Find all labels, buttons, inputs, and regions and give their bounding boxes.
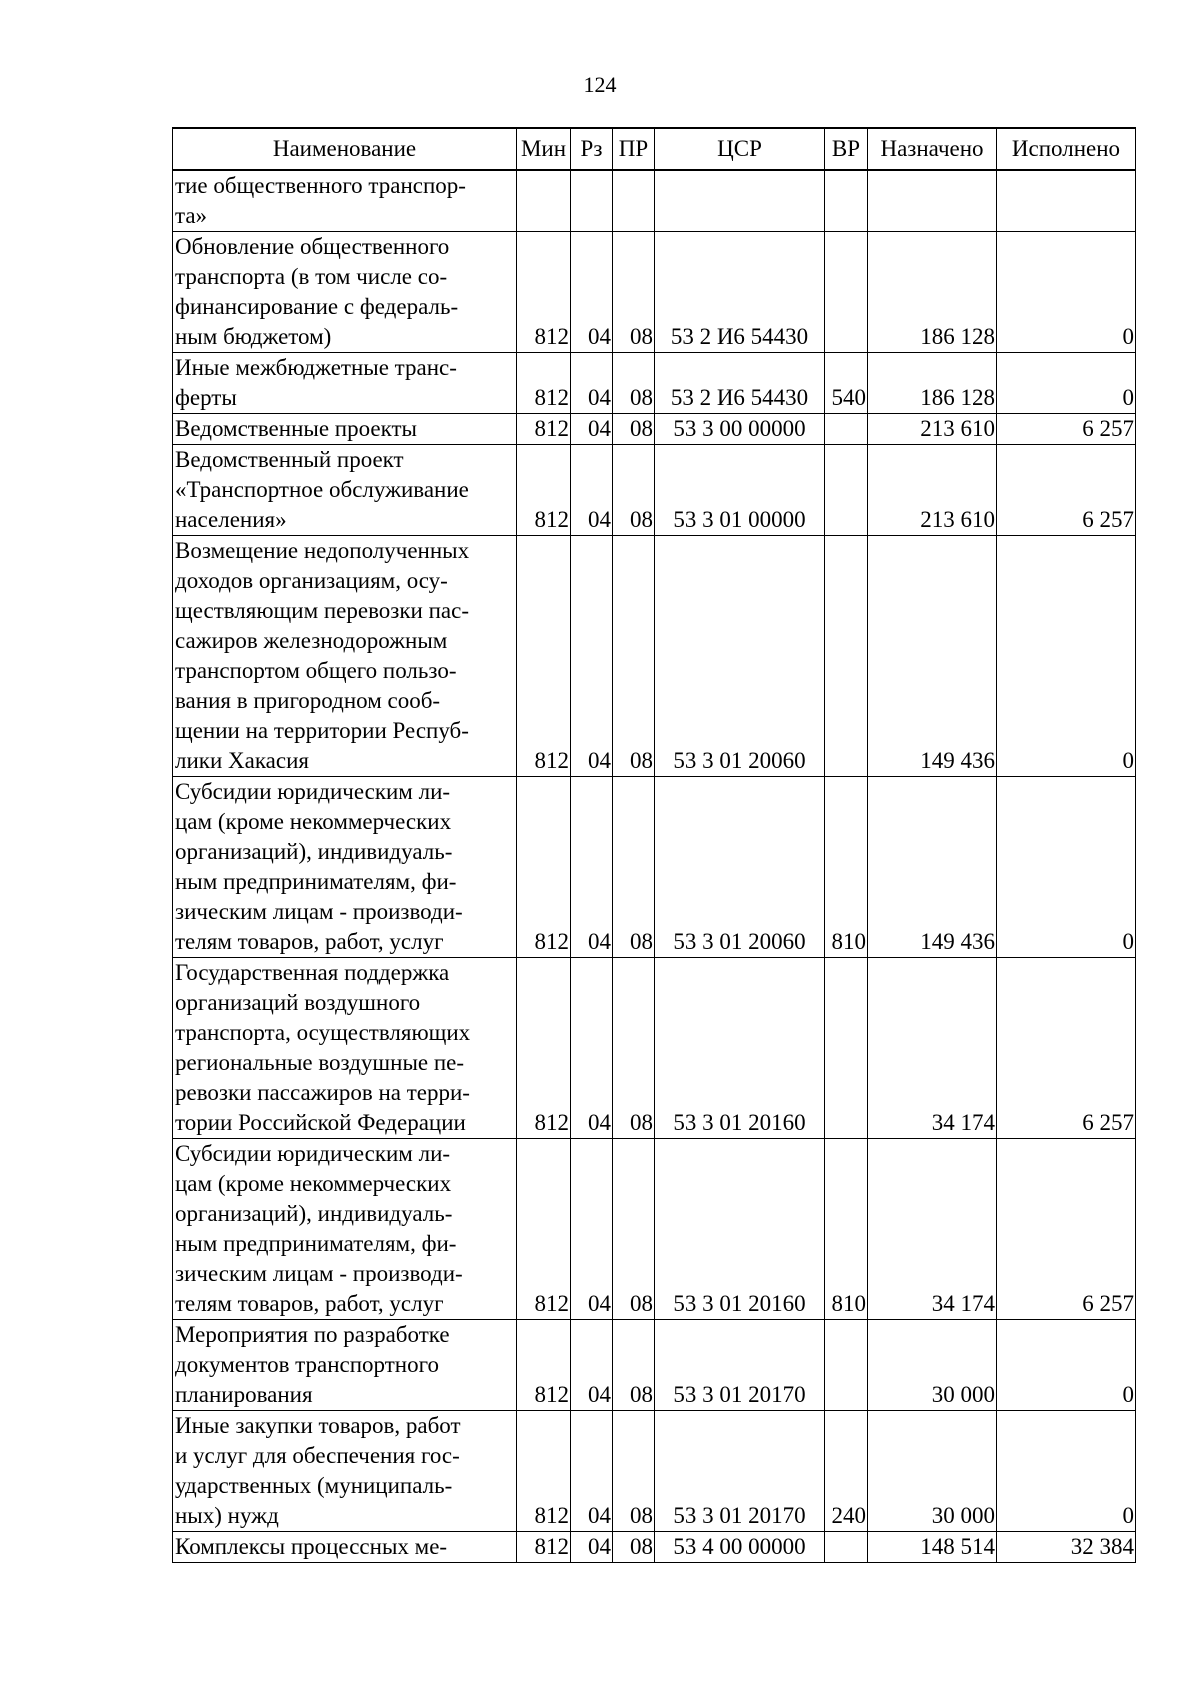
cell-name: Ведомственный проект «Транспортное обслуживание населения» <box>173 445 517 536</box>
cell-pr: 08 <box>613 536 655 777</box>
cell-name: Государственная поддержка организаций воздушного транспорта, осуществляющих региональные воздушные пе- ревозки пассажиров на терри- тории Российской Федерации <box>173 958 517 1139</box>
table-row <box>173 777 1136 958</box>
cell-executed: 0 <box>997 536 1136 777</box>
table-row <box>173 170 1136 232</box>
cell-csr: 53 4 00 00000 <box>655 1532 825 1563</box>
cell-pr: 08 <box>613 1532 655 1563</box>
cell-executed: 6 257 <box>997 414 1136 445</box>
cell-rz: 04 <box>571 1532 613 1563</box>
table-row <box>173 445 1136 536</box>
cell-rz <box>571 170 613 232</box>
cell-csr: 53 3 01 20170 <box>655 1320 825 1411</box>
cell-min: 812 <box>517 958 571 1139</box>
cell-csr: 53 3 01 20160 <box>655 1139 825 1320</box>
cell-executed: 6 257 <box>997 958 1136 1139</box>
cell-assigned: 149 436 <box>868 536 997 777</box>
cell-pr: 08 <box>613 1139 655 1320</box>
cell-rz: 04 <box>571 445 613 536</box>
cell-name: Мероприятия по разработке документов транспортного планирования <box>173 1320 517 1411</box>
cell-csr <box>655 170 825 232</box>
table-row <box>173 1320 1136 1411</box>
cell-vr <box>825 414 868 445</box>
table-row <box>173 1139 1136 1320</box>
table-row <box>173 232 1136 353</box>
cell-min: 812 <box>517 1139 571 1320</box>
cell-rz: 04 <box>571 1139 613 1320</box>
cell-rz: 04 <box>571 1411 613 1532</box>
cell-rz: 04 <box>571 353 613 414</box>
cell-assigned: 213 610 <box>868 445 997 536</box>
cell-pr: 08 <box>613 1320 655 1411</box>
cell-name: тие общественного транспор- та» <box>173 170 517 232</box>
cell-executed: 0 <box>997 232 1136 353</box>
cell-vr <box>825 170 868 232</box>
cell-assigned: 148 514 <box>868 1532 997 1563</box>
cell-name: Обновление общественного транспорта (в том числе со- финансирование с федераль- ным бюджетом) <box>173 232 517 353</box>
cell-csr: 53 3 01 20160 <box>655 958 825 1139</box>
cell-csr: 53 2 И6 54430 <box>655 232 825 353</box>
cell-vr: 540 <box>825 353 868 414</box>
cell-name: Комплексы процессных ме- <box>173 1532 517 1563</box>
cell-executed: 0 <box>997 1411 1136 1532</box>
cell-min: 812 <box>517 1320 571 1411</box>
table-row <box>173 353 1136 414</box>
cell-executed: 6 257 <box>997 1139 1136 1320</box>
cell-pr: 08 <box>613 414 655 445</box>
cell-rz: 04 <box>571 777 613 958</box>
cell-pr: 08 <box>613 232 655 353</box>
cell-vr: 810 <box>825 777 868 958</box>
cell-assigned: 30 000 <box>868 1320 997 1411</box>
cell-assigned: 149 436 <box>868 777 997 958</box>
cell-pr: 08 <box>613 958 655 1139</box>
header-min: Мин <box>517 128 571 170</box>
cell-assigned: 213 610 <box>868 414 997 445</box>
cell-name: Возмещение недополученных доходов организациям, осу- ществляющим перевозки пас- сажиров железнодорожным транспортом общего пользо- вания в пригородном сооб- щении на территории Респуб- лики Хакасия <box>173 536 517 777</box>
cell-min: 812 <box>517 232 571 353</box>
cell-executed <box>997 170 1136 232</box>
cell-rz: 04 <box>571 1320 613 1411</box>
cell-name: Субсидии юридическим ли- цам (кроме некоммерческих организаций), индивидуаль- ным предпринимателям, фи- зическим лицам - производи- телям товаров, работ, услуг <box>173 777 517 958</box>
cell-name: Иные межбюджетные транс- ферты <box>173 353 517 414</box>
header-executed: Исполнено <box>997 128 1136 170</box>
cell-min: 812 <box>517 414 571 445</box>
cell-assigned <box>868 170 997 232</box>
cell-name: Иные закупки товаров, работ и услуг для обеспечения гос- ударственных (муниципаль- ных) нужд <box>173 1411 517 1532</box>
cell-rz: 04 <box>571 232 613 353</box>
cell-executed: 0 <box>997 353 1136 414</box>
cell-min: 812 <box>517 1411 571 1532</box>
cell-rz: 04 <box>571 414 613 445</box>
cell-vr <box>825 958 868 1139</box>
cell-vr <box>825 445 868 536</box>
cell-min: 812 <box>517 1532 571 1563</box>
cell-executed: 6 257 <box>997 445 1136 536</box>
cell-vr: 240 <box>825 1411 868 1532</box>
cell-name: Субсидии юридическим ли- цам (кроме некоммерческих организаций), индивидуаль- ным предпринимателям, фи- зическим лицам - производи- телям товаров, работ, услуг <box>173 1139 517 1320</box>
table-body <box>173 170 1136 1563</box>
cell-vr <box>825 1532 868 1563</box>
cell-assigned: 34 174 <box>868 1139 997 1320</box>
cell-vr <box>825 536 868 777</box>
cell-min: 812 <box>517 536 571 777</box>
header-name: Наименование <box>173 128 517 170</box>
header-csr: ЦСР <box>655 128 825 170</box>
table-row <box>173 1411 1136 1532</box>
cell-csr: 53 2 И6 54430 <box>655 353 825 414</box>
cell-rz: 04 <box>571 958 613 1139</box>
cell-vr: 810 <box>825 1139 868 1320</box>
header-assigned: Назначено <box>868 128 997 170</box>
table-row <box>173 536 1136 777</box>
page-number: 124 <box>583 72 617 97</box>
header-vr: ВР <box>825 128 868 170</box>
table-row <box>173 958 1136 1139</box>
cell-executed: 32 384 <box>997 1532 1136 1563</box>
cell-assigned: 30 000 <box>868 1411 997 1532</box>
cell-min: 812 <box>517 445 571 536</box>
cell-executed: 0 <box>997 1320 1136 1411</box>
cell-csr: 53 3 00 00000 <box>655 414 825 445</box>
cell-pr: 08 <box>613 353 655 414</box>
cell-vr <box>825 1320 868 1411</box>
table-row <box>173 1532 1136 1563</box>
cell-name: Ведомственные проекты <box>173 414 517 445</box>
budget-table <box>172 127 1136 1563</box>
cell-rz: 04 <box>571 536 613 777</box>
cell-assigned: 186 128 <box>868 232 997 353</box>
cell-pr: 08 <box>613 1411 655 1532</box>
cell-csr: 53 3 01 00000 <box>655 445 825 536</box>
header-pr: ПР <box>613 128 655 170</box>
cell-min: 812 <box>517 777 571 958</box>
cell-csr: 53 3 01 20060 <box>655 536 825 777</box>
cell-csr: 53 3 01 20170 <box>655 1411 825 1532</box>
header-rz: Рз <box>571 128 613 170</box>
header-row <box>173 128 1136 170</box>
cell-executed: 0 <box>997 777 1136 958</box>
cell-min <box>517 170 571 232</box>
cell-pr: 08 <box>613 445 655 536</box>
cell-assigned: 34 174 <box>868 958 997 1139</box>
cell-vr <box>825 232 868 353</box>
cell-assigned: 186 128 <box>868 353 997 414</box>
cell-csr: 53 3 01 20060 <box>655 777 825 958</box>
table-row <box>173 414 1136 445</box>
cell-min: 812 <box>517 353 571 414</box>
cell-pr <box>613 170 655 232</box>
cell-pr: 08 <box>613 777 655 958</box>
